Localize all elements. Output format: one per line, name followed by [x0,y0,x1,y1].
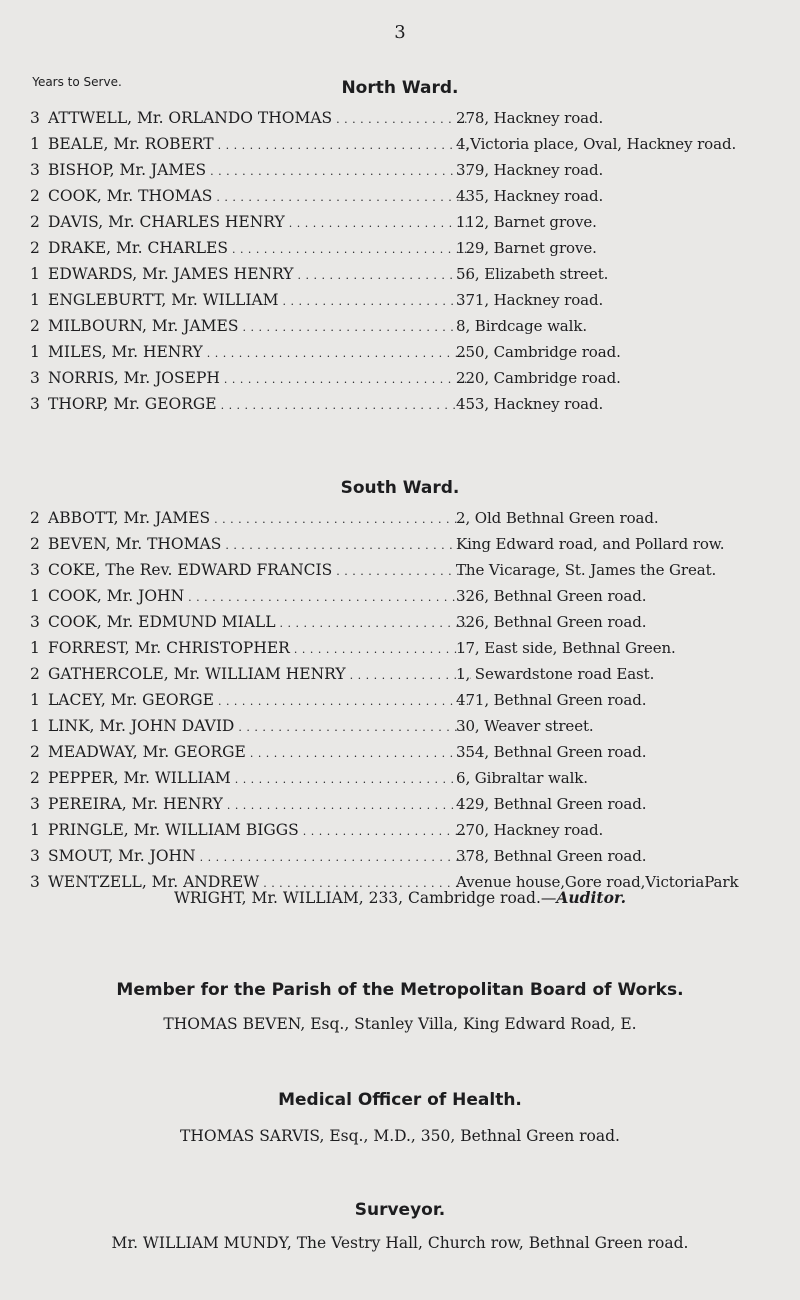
member-name: GATHERCOLE, Mr. WILLIAM HENRY . . . [48,661,471,689]
years-to-serve: 1 [30,691,40,709]
member-name: ATTWELL, Mr. ORLANDO THOMAS . . . [48,105,471,133]
years-to-serve: 2 [30,535,40,553]
page-number: 3 [394,22,406,43]
member-name: COOK, Mr. THOMAS . . . [48,183,471,211]
list-item [30,313,790,339]
surveyor-heading: Surveyor. [354,1200,446,1220]
auditor-line [0,888,800,907]
member-address: 270, Hackney road. [456,821,604,839]
years-to-serve: 3 [30,369,40,387]
member-name: NORRIS, Mr. JOSEPH . . . [48,365,471,393]
years-to-serve: 3 [30,109,40,127]
member-address: 354, Bethnal Green road. [456,743,647,761]
list-item [30,583,790,609]
member-name: PRINGLE, Mr. WILLIAM BIGGS . . . [48,817,471,845]
member-address: 129, Barnet grove. [456,239,597,257]
years-to-serve: 1 [30,265,40,283]
list-item [30,209,790,235]
list-item [30,609,790,635]
member-address: 2, Old Bethnal Green road. [456,509,659,527]
member-address: 378, Bethnal Green road. [456,847,647,865]
member-name: PEPPER, Mr. WILLIAM . . . [48,765,471,793]
member-name: EDWARDS, Mr. JAMES HENRY . . . [48,261,471,289]
years-to-serve: 1 [30,717,40,735]
list-item [30,105,790,131]
member-name: MILBOURN, Mr. JAMES . . . [48,313,471,341]
years-to-serve: 1 [30,587,40,605]
years-to-serve-label: Years to Serve. [32,75,122,89]
metropolitan-board-heading: Member for the Parish of the Metropolitan Board of Works. [116,980,684,1000]
member-name: BEVEN, Mr. THOMAS . . . [48,531,471,559]
member-name: BEALE, Mr. ROBERT . . . [48,131,471,159]
member-address: 471, Bethnal Green road. [456,691,647,709]
member-address: 326, Bethnal Green road. [456,613,647,631]
list-item [30,365,790,391]
member-name: THORP, Mr. GEORGE . . . [48,391,471,419]
years-to-serve: 2 [30,665,40,683]
list-item [30,739,790,765]
list-item [30,843,790,869]
years-to-serve: 3 [30,561,40,579]
north-ward-heading: North Ward. [341,78,459,98]
member-name: LINK, Mr. JOHN DAVID . . . [48,713,471,741]
member-address: 435, Hackney road. [456,187,604,205]
years-to-serve: 1 [30,639,40,657]
member-address: 30, Weaver street. [456,717,594,735]
list-item [30,817,790,843]
list-item [30,157,790,183]
list-item [30,531,790,557]
years-to-serve: 2 [30,213,40,231]
member-name: MEADWAY, Mr. GEORGE . . . [48,739,471,767]
list-item [30,505,790,531]
list-item [30,791,790,817]
member-address: 250, Cambridge road. [456,343,621,361]
member-address: 6, Gibraltar walk. [456,769,588,787]
medical-officer-heading: Medical Officer of Health. [278,1090,522,1110]
member-name: DAVIS, Mr. CHARLES HENRY . . . [48,209,471,237]
list-item [30,261,790,287]
member-name: FORREST, Mr. CHRISTOPHER . . . [48,635,471,663]
list-item [30,557,790,583]
member-name: LACEY, Mr. GEORGE . . . [48,687,471,715]
medical-officer-name: THOMAS SARVIS, Esq., M.D., 350, Bethnal Green road. [180,1127,620,1145]
list-item [30,183,790,209]
member-name: ENGLEBURTT, Mr. WILLIAM . . . [48,287,471,315]
member-name: MILES, Mr. HENRY . . . [48,339,471,367]
member-name: COOK, Mr. EDMUND MIALL . . . [48,609,471,637]
member-name: BISHOP, Mr. JAMES . . . [48,157,471,185]
member-name: ABBOTT, Mr. JAMES . . . [48,505,471,533]
years-to-serve: 2 [30,769,40,787]
member-name: COOK, Mr. JOHN . . . [48,583,471,611]
list-item [30,765,790,791]
south-ward-list [30,505,790,895]
years-to-serve: 2 [30,317,40,335]
surveyor-name: Mr. WILLIAM MUNDY, The Vestry Hall, Church row, Bethnal Green road. [111,1234,689,1252]
metropolitan-board-member: THOMAS BEVEN, Esq., Stanley Villa, King Edward Road, E. [163,1015,637,1033]
member-address: The Vicarage, St. James the Great. [456,561,717,579]
member-name: WENTZELL, Mr. ANDREW . . . [48,869,471,897]
years-to-serve: 3 [30,161,40,179]
member-address: 1, Sewardstone road East. [456,665,655,683]
list-item [30,131,790,157]
years-to-serve: 2 [30,743,40,761]
member-name: COKE, The Rev. EDWARD FRANCIS . . . [48,557,471,585]
member-address: 17, East side, Bethnal Green. [456,639,676,657]
years-to-serve: 1 [30,343,40,361]
years-to-serve: 3 [30,873,40,891]
years-to-serve: 2 [30,239,40,257]
south-ward-heading: South Ward. [340,478,460,498]
member-address: 56, Elizabeth street. [456,265,609,283]
years-to-serve: 2 [30,187,40,205]
list-item [30,339,790,365]
years-to-serve: 3 [30,795,40,813]
member-address: 112, Barnet grove. [456,213,597,231]
member-address: 4,Victoria place, Oval, Hackney road. [456,135,737,153]
list-item [30,235,790,261]
list-item [30,391,790,417]
years-to-serve: 2 [30,509,40,527]
auditor-text: WRIGHT, Mr. WILLIAM, 233, Cambridge road.— [173,889,557,907]
list-item [30,687,790,713]
list-item [30,713,790,739]
member-address: 8, Birdcage walk. [456,317,588,335]
member-name: PEREIRA, Mr. HENRY . . . [48,791,471,819]
member-name: DRAKE, Mr. CHARLES . . . [48,235,471,263]
member-address: 371, Hackney road. [456,291,604,309]
member-address: 326, Bethnal Green road. [456,587,647,605]
auditor-role: Auditor. [556,888,627,907]
member-address: Avenue house,Gore road,VictoriaPark [456,873,739,891]
north-ward-list [30,105,790,417]
years-to-serve: 1 [30,135,40,153]
member-address: 379, Hackney road. [456,161,604,179]
years-to-serve: 3 [30,847,40,865]
member-address: 429, Bethnal Green road. [456,795,647,813]
member-address: 278, Hackney road. [456,109,604,127]
member-address: 220, Cambridge road. [456,369,621,387]
list-item [30,661,790,687]
member-name: SMOUT, Mr. JOHN . . . [48,843,471,871]
years-to-serve: 3 [30,395,40,413]
years-to-serve: 3 [30,613,40,631]
member-address: 453, Hackney road. [456,395,604,413]
years-to-serve: 1 [30,291,40,309]
list-item [30,287,790,313]
member-address: King Edward road, and Pollard row. [456,535,725,553]
years-to-serve: 1 [30,821,40,839]
list-item [30,635,790,661]
